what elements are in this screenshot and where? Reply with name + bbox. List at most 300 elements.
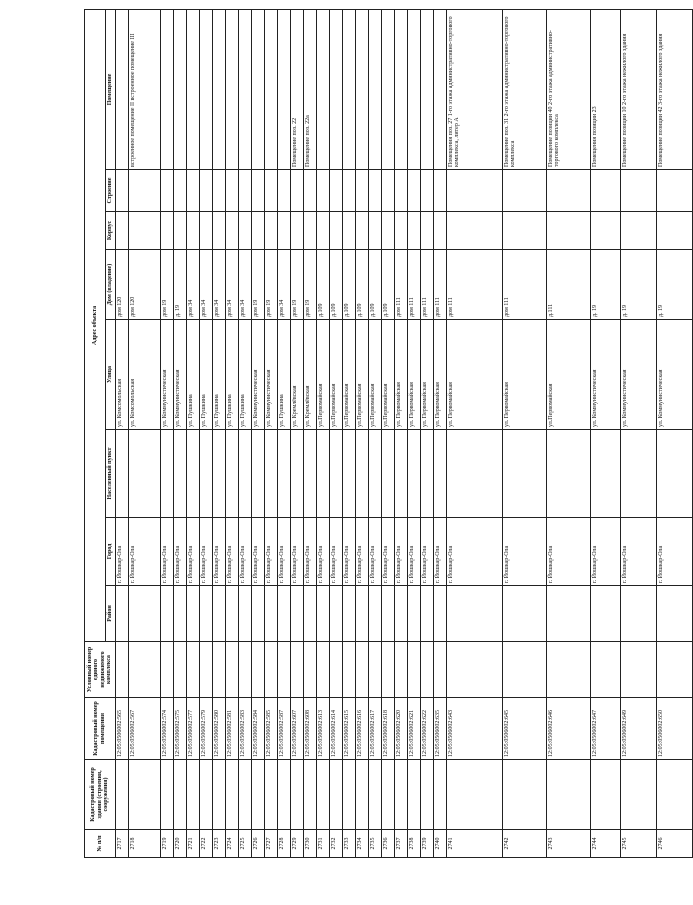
- room-cell: [212, 9, 225, 169]
- district-cell: [368, 586, 381, 642]
- table-row: [225, 9, 238, 857]
- table-row: [303, 9, 316, 857]
- korpus-cell: [199, 212, 212, 250]
- room-cell: Помещения поз. 27 1-го этажа административно-торгового комплекса, литер А: [446, 9, 502, 169]
- row-number: 2735: [368, 830, 381, 858]
- row-number: 2730: [303, 830, 316, 858]
- stroenie-cell: [186, 170, 199, 212]
- cadastral-building-cell: [433, 760, 446, 830]
- city-cell: г. Йошкар-Ола: [128, 518, 160, 586]
- district-cell: [546, 586, 590, 642]
- header-district: Район: [106, 586, 116, 642]
- house-cell: дом 34: [277, 250, 290, 320]
- house-cell: д.109: [381, 250, 394, 320]
- table-row: [329, 9, 342, 857]
- conditional-number-cell: [502, 642, 546, 698]
- settlement-cell: [433, 430, 446, 518]
- row-number: 2746: [656, 830, 692, 858]
- row-number: 2737: [394, 830, 407, 858]
- table-row: [433, 9, 446, 857]
- district-cell: [433, 586, 446, 642]
- house-cell: д. 19: [620, 250, 656, 320]
- korpus-cell: [546, 212, 590, 250]
- table-row: [212, 9, 225, 857]
- conditional-number-cell: [368, 642, 381, 698]
- header-house: Дом (владение): [106, 250, 116, 320]
- cadastral-building-cell: [115, 760, 128, 830]
- korpus-cell: [407, 212, 420, 250]
- stroenie-cell: [115, 170, 128, 212]
- settlement-cell: [212, 430, 225, 518]
- row-number: 2744: [590, 830, 620, 858]
- street-cell: ул.Первомайская: [342, 320, 355, 430]
- house-cell: д.109: [316, 250, 329, 320]
- city-cell: г. Йошкар-Ола: [355, 518, 368, 586]
- city-cell: г. Йошкар-Ола: [303, 518, 316, 586]
- korpus-cell: [329, 212, 342, 250]
- cadastral-room-cell: 12:05:0506002:645: [502, 698, 546, 760]
- conditional-number-cell: [264, 642, 277, 698]
- settlement-cell: [368, 430, 381, 518]
- korpus-cell: [186, 212, 199, 250]
- street-cell: ул. Коммунистическая: [590, 320, 620, 430]
- street-cell: ул. Пушкина: [212, 320, 225, 430]
- stroenie-cell: [502, 170, 546, 212]
- district-cell: [329, 586, 342, 642]
- room-cell: [186, 9, 199, 169]
- cadastral-room-cell: 12:05:0506002:615: [342, 698, 355, 760]
- cadastral-building-cell: [173, 760, 186, 830]
- settlement-cell: [186, 430, 199, 518]
- conditional-number-cell: [407, 642, 420, 698]
- settlement-cell: [329, 430, 342, 518]
- room-cell: [368, 9, 381, 169]
- cadastral-room-cell: 12:05:0506002:608: [303, 698, 316, 760]
- settlement-cell: [546, 430, 590, 518]
- korpus-cell: [128, 212, 160, 250]
- row-number: 2732: [329, 830, 342, 858]
- settlement-cell: [290, 430, 303, 518]
- cadastral-room-cell: 12:05:0506002:643: [446, 698, 502, 760]
- header-conditional-number: Условный номер единого недвижимого комплекса: [85, 642, 116, 698]
- district-cell: [590, 586, 620, 642]
- cadastral-building-cell: [212, 760, 225, 830]
- conditional-number-cell: [656, 642, 692, 698]
- korpus-cell: [394, 212, 407, 250]
- stroenie-cell: [199, 170, 212, 212]
- city-cell: г. Йошкар-Ола: [381, 518, 394, 586]
- street-cell: ул. Коммунистическая: [264, 320, 277, 430]
- settlement-cell: [199, 430, 212, 518]
- stroenie-cell: [446, 170, 502, 212]
- district-cell: [238, 586, 251, 642]
- street-cell: ул. Кремлёвская: [290, 320, 303, 430]
- house-cell: д.109: [355, 250, 368, 320]
- street-cell: ул. Первомайская: [446, 320, 502, 430]
- settlement-cell: [160, 430, 173, 518]
- stroenie-cell: [173, 170, 186, 212]
- conditional-number-cell: [128, 642, 160, 698]
- cadastral-room-cell: 12:05:0506002:565: [115, 698, 128, 760]
- cadastral-room-cell: 12:05:0506002:622: [420, 698, 433, 760]
- conditional-number-cell: [381, 642, 394, 698]
- table-row: [251, 9, 264, 857]
- city-cell: г. Йошкар-Ола: [620, 518, 656, 586]
- room-cell: [381, 9, 394, 169]
- cadastral-room-cell: 12:05:0506002:649: [620, 698, 656, 760]
- settlement-cell: [173, 430, 186, 518]
- settlement-cell: [251, 430, 264, 518]
- conditional-number-cell: [316, 642, 329, 698]
- table-row: [502, 9, 546, 857]
- table-row: [546, 9, 590, 857]
- stroenie-cell: [368, 170, 381, 212]
- room-cell: Помещение поз. 22а: [303, 9, 316, 169]
- header-stroenie: Строение: [106, 170, 116, 212]
- conditional-number-cell: [394, 642, 407, 698]
- korpus-cell: [212, 212, 225, 250]
- house-cell: дом 34: [225, 250, 238, 320]
- cadastral-building-cell: [620, 760, 656, 830]
- conditional-number-cell: [620, 642, 656, 698]
- house-cell: д.109: [342, 250, 355, 320]
- district-cell: [316, 586, 329, 642]
- row-number: 2729: [290, 830, 303, 858]
- settlement-cell: [355, 430, 368, 518]
- cadastral-room-cell: 12:05:0506002:584: [251, 698, 264, 760]
- cadastral-room-cell: 12:05:0506002:614: [329, 698, 342, 760]
- row-number: 2734: [355, 830, 368, 858]
- city-cell: г. Йошкар-Ола: [199, 518, 212, 586]
- table-row: [394, 9, 407, 857]
- room-cell: Помещение позиции 40 2-го этажа административно-торгового комплекса: [546, 9, 590, 169]
- row-number: 2717: [115, 830, 128, 858]
- room-cell: [433, 9, 446, 169]
- district-cell: [186, 586, 199, 642]
- cadastral-room-cell: 12:05:0506002:617: [368, 698, 381, 760]
- district-cell: [620, 586, 656, 642]
- room-cell: [160, 9, 173, 169]
- district-cell: [502, 586, 546, 642]
- cadastral-building-cell: [290, 760, 303, 830]
- korpus-cell: [590, 212, 620, 250]
- room-cell: Помещение поз. 31 2-го этажа административно-торгового комплекса: [502, 9, 546, 169]
- header-city: Город: [106, 518, 116, 586]
- cadastral-room-cell: 12:05:0506002:567: [128, 698, 160, 760]
- conditional-number-cell: [115, 642, 128, 698]
- city-cell: г. Йошкар-Ола: [656, 518, 692, 586]
- korpus-cell: [381, 212, 394, 250]
- district-cell: [303, 586, 316, 642]
- cadastral-room-cell: 12:05:0506002:635: [433, 698, 446, 760]
- table-row: [407, 9, 420, 857]
- korpus-cell: [264, 212, 277, 250]
- stroenie-cell: [303, 170, 316, 212]
- room-cell: [329, 9, 342, 169]
- settlement-cell: [225, 430, 238, 518]
- conditional-number-cell: [342, 642, 355, 698]
- row-number: 2724: [225, 830, 238, 858]
- row-number: 2745: [620, 830, 656, 858]
- cadastral-building-cell: [264, 760, 277, 830]
- conditional-number-cell: [277, 642, 290, 698]
- cadastral-building-cell: [420, 760, 433, 830]
- table-row: [342, 9, 355, 857]
- city-cell: г. Йошкар-Ола: [173, 518, 186, 586]
- house-cell: д. 19: [656, 250, 692, 320]
- city-cell: г. Йошкар-Ола: [546, 518, 590, 586]
- cadastral-building-cell: [303, 760, 316, 830]
- conditional-number-cell: [446, 642, 502, 698]
- stroenie-cell: [277, 170, 290, 212]
- city-cell: г. Йошкар-Ола: [329, 518, 342, 586]
- cadastral-room-cell: 12:05:0506002:620: [394, 698, 407, 760]
- row-number: 2720: [173, 830, 186, 858]
- table-row: [316, 9, 329, 857]
- conditional-number-cell: [303, 642, 316, 698]
- street-cell: ул.Первомайская: [546, 320, 590, 430]
- conditional-number-cell: [329, 642, 342, 698]
- conditional-number-cell: [420, 642, 433, 698]
- header-korpus: Корпус: [106, 212, 116, 250]
- korpus-cell: [290, 212, 303, 250]
- cadastral-room-cell: 12:05:0506002:577: [186, 698, 199, 760]
- table-row: [420, 9, 433, 857]
- cadastral-room-cell: 12:05:0506002:647: [590, 698, 620, 760]
- house-cell: д.109: [329, 250, 342, 320]
- room-cell: [173, 9, 186, 169]
- header-room: Помещение: [106, 9, 116, 169]
- cadastral-room-cell: 12:05:0506002:581: [225, 698, 238, 760]
- street-cell: ул. Первомайская: [407, 320, 420, 430]
- stroenie-cell: [394, 170, 407, 212]
- table-row: [290, 9, 303, 857]
- cadastral-building-cell: [186, 760, 199, 830]
- cadastral-room-cell: 12:05:0506002:587: [277, 698, 290, 760]
- korpus-cell: [620, 212, 656, 250]
- room-cell: [394, 9, 407, 169]
- row-number: 2733: [342, 830, 355, 858]
- settlement-cell: [238, 430, 251, 518]
- city-cell: г. Йошкар-Ола: [115, 518, 128, 586]
- settlement-cell: [303, 430, 316, 518]
- city-cell: г. Йошкар-Ола: [277, 518, 290, 586]
- room-cell: [225, 9, 238, 169]
- district-cell: [115, 586, 128, 642]
- conditional-number-cell: [199, 642, 212, 698]
- korpus-cell: [173, 212, 186, 250]
- korpus-cell: [342, 212, 355, 250]
- cadastral-building-cell: [238, 760, 251, 830]
- table-row: [160, 9, 173, 857]
- row-number: 2739: [420, 830, 433, 858]
- cadastral-building-cell: [199, 760, 212, 830]
- street-cell: ул. Комсомольская: [128, 320, 160, 430]
- stroenie-cell: [433, 170, 446, 212]
- stroenie-cell: [316, 170, 329, 212]
- settlement-cell: [277, 430, 290, 518]
- conditional-number-cell: [355, 642, 368, 698]
- stroenie-cell: [342, 170, 355, 212]
- cadastral-building-cell: [251, 760, 264, 830]
- cadastral-building-cell: [225, 760, 238, 830]
- house-cell: дом 19: [290, 250, 303, 320]
- conditional-number-cell: [590, 642, 620, 698]
- settlement-cell: [446, 430, 502, 518]
- korpus-cell: [446, 212, 502, 250]
- street-cell: ул. Коммунистическая: [173, 320, 186, 430]
- row-number: 2719: [160, 830, 173, 858]
- district-cell: [420, 586, 433, 642]
- street-cell: ул. Пушкина: [199, 320, 212, 430]
- cadastral-building-cell: [160, 760, 173, 830]
- street-cell: ул.Первомайская: [316, 320, 329, 430]
- conditional-number-cell: [186, 642, 199, 698]
- cadastral-room-cell: 12:05:0506002:583: [238, 698, 251, 760]
- house-cell: дом 111: [407, 250, 420, 320]
- row-number: 2728: [277, 830, 290, 858]
- table-row: [446, 9, 502, 857]
- street-cell: ул. Коммунистическая: [620, 320, 656, 430]
- conditional-number-cell: [225, 642, 238, 698]
- house-cell: д. 19: [590, 250, 620, 320]
- cadastral-room-cell: 12:05:0506002:585: [264, 698, 277, 760]
- stroenie-cell: [212, 170, 225, 212]
- cadastral-room-cell: 12:05:0506002:616: [355, 698, 368, 760]
- street-cell: ул. Коммунистическая: [656, 320, 692, 430]
- house-cell: дом 19: [160, 250, 173, 320]
- district-cell: [656, 586, 692, 642]
- korpus-cell: [502, 212, 546, 250]
- city-cell: г. Йошкар-Ола: [433, 518, 446, 586]
- cadastral-building-cell: [656, 760, 692, 830]
- district-cell: [199, 586, 212, 642]
- conditional-number-cell: [212, 642, 225, 698]
- cadastral-building-cell: [355, 760, 368, 830]
- korpus-cell: [656, 212, 692, 250]
- street-cell: ул. Пушкина: [225, 320, 238, 430]
- stroenie-cell: [251, 170, 264, 212]
- korpus-cell: [433, 212, 446, 250]
- room-cell: Помещение поз. 22: [290, 9, 303, 169]
- district-cell: [212, 586, 225, 642]
- house-cell: дом 120: [115, 250, 128, 320]
- city-cell: г. Йошкар-Ола: [368, 518, 381, 586]
- room-cell: [251, 9, 264, 169]
- korpus-cell: [160, 212, 173, 250]
- cadastral-building-cell: [546, 760, 590, 830]
- cadastral-room-cell: 12:05:0506002:579: [199, 698, 212, 760]
- house-cell: дом 111: [433, 250, 446, 320]
- stroenie-cell: [407, 170, 420, 212]
- row-number: 2726: [251, 830, 264, 858]
- row-number: 2725: [238, 830, 251, 858]
- street-cell: ул. Коммунистическая: [160, 320, 173, 430]
- cadastral-building-cell: [381, 760, 394, 830]
- city-cell: г. Йошкар-Ола: [590, 518, 620, 586]
- house-cell: д.109: [368, 250, 381, 320]
- table-row: [277, 9, 290, 857]
- stroenie-cell: [264, 170, 277, 212]
- street-cell: ул.Первомайская: [381, 320, 394, 430]
- row-number: 2742: [502, 830, 546, 858]
- district-cell: [173, 586, 186, 642]
- district-cell: [277, 586, 290, 642]
- city-cell: г. Йошкар-Ола: [251, 518, 264, 586]
- korpus-cell: [225, 212, 238, 250]
- row-number: 2721: [186, 830, 199, 858]
- house-cell: дом 111: [446, 250, 502, 320]
- cadastral-room-cell: 12:05:0506002:575: [173, 698, 186, 760]
- cadastral-building-cell: [590, 760, 620, 830]
- header-cadastral-building: Кадастровый номер здания (строения, сооружения): [85, 760, 116, 830]
- settlement-cell: [115, 430, 128, 518]
- stroenie-cell: [546, 170, 590, 212]
- table-row: [264, 9, 277, 857]
- table-row: [620, 9, 656, 857]
- settlement-cell: [590, 430, 620, 518]
- room-cell: Помещения позиции 23: [590, 9, 620, 169]
- rotated-table-wrapper: [84, 10, 664, 858]
- city-cell: г. Йошкар-Ола: [186, 518, 199, 586]
- house-cell: дом 19: [303, 250, 316, 320]
- cadastral-building-cell: [277, 760, 290, 830]
- conditional-number-cell: [433, 642, 446, 698]
- street-cell: ул. Первомайская: [394, 320, 407, 430]
- settlement-cell: [264, 430, 277, 518]
- district-cell: [355, 586, 368, 642]
- city-cell: г. Йошкар-Ола: [238, 518, 251, 586]
- conditional-number-cell: [173, 642, 186, 698]
- street-cell: ул. Пушкина: [277, 320, 290, 430]
- stroenie-cell: [238, 170, 251, 212]
- cadastral-building-cell: [368, 760, 381, 830]
- korpus-cell: [238, 212, 251, 250]
- korpus-cell: [368, 212, 381, 250]
- house-cell: дом 111: [394, 250, 407, 320]
- stroenie-cell: [420, 170, 433, 212]
- room-cell: [420, 9, 433, 169]
- korpus-cell: [277, 212, 290, 250]
- house-cell: дом 34: [238, 250, 251, 320]
- city-cell: г. Йошкар-Ола: [502, 518, 546, 586]
- stroenie-cell: [590, 170, 620, 212]
- district-cell: [407, 586, 420, 642]
- cadastral-building-cell: [446, 760, 502, 830]
- table-row: [355, 9, 368, 857]
- korpus-cell: [115, 212, 128, 250]
- stroenie-cell: [656, 170, 692, 212]
- conditional-number-cell: [251, 642, 264, 698]
- conditional-number-cell: [160, 642, 173, 698]
- korpus-cell: [303, 212, 316, 250]
- street-cell: ул. Пушкина: [186, 320, 199, 430]
- house-cell: дом 19: [251, 250, 264, 320]
- district-cell: [381, 586, 394, 642]
- room-cell: [277, 9, 290, 169]
- table-row: [173, 9, 186, 857]
- house-cell: дом 19: [264, 250, 277, 320]
- district-cell: [394, 586, 407, 642]
- room-cell: [238, 9, 251, 169]
- table-row: [590, 9, 620, 857]
- city-cell: г. Йошкар-Ола: [225, 518, 238, 586]
- cadastral-building-cell: [128, 760, 160, 830]
- row-number: 2727: [264, 830, 277, 858]
- house-cell: д. 19: [173, 250, 186, 320]
- cadastral-room-cell: 12:05:0506002:613: [316, 698, 329, 760]
- conditional-number-cell: [546, 642, 590, 698]
